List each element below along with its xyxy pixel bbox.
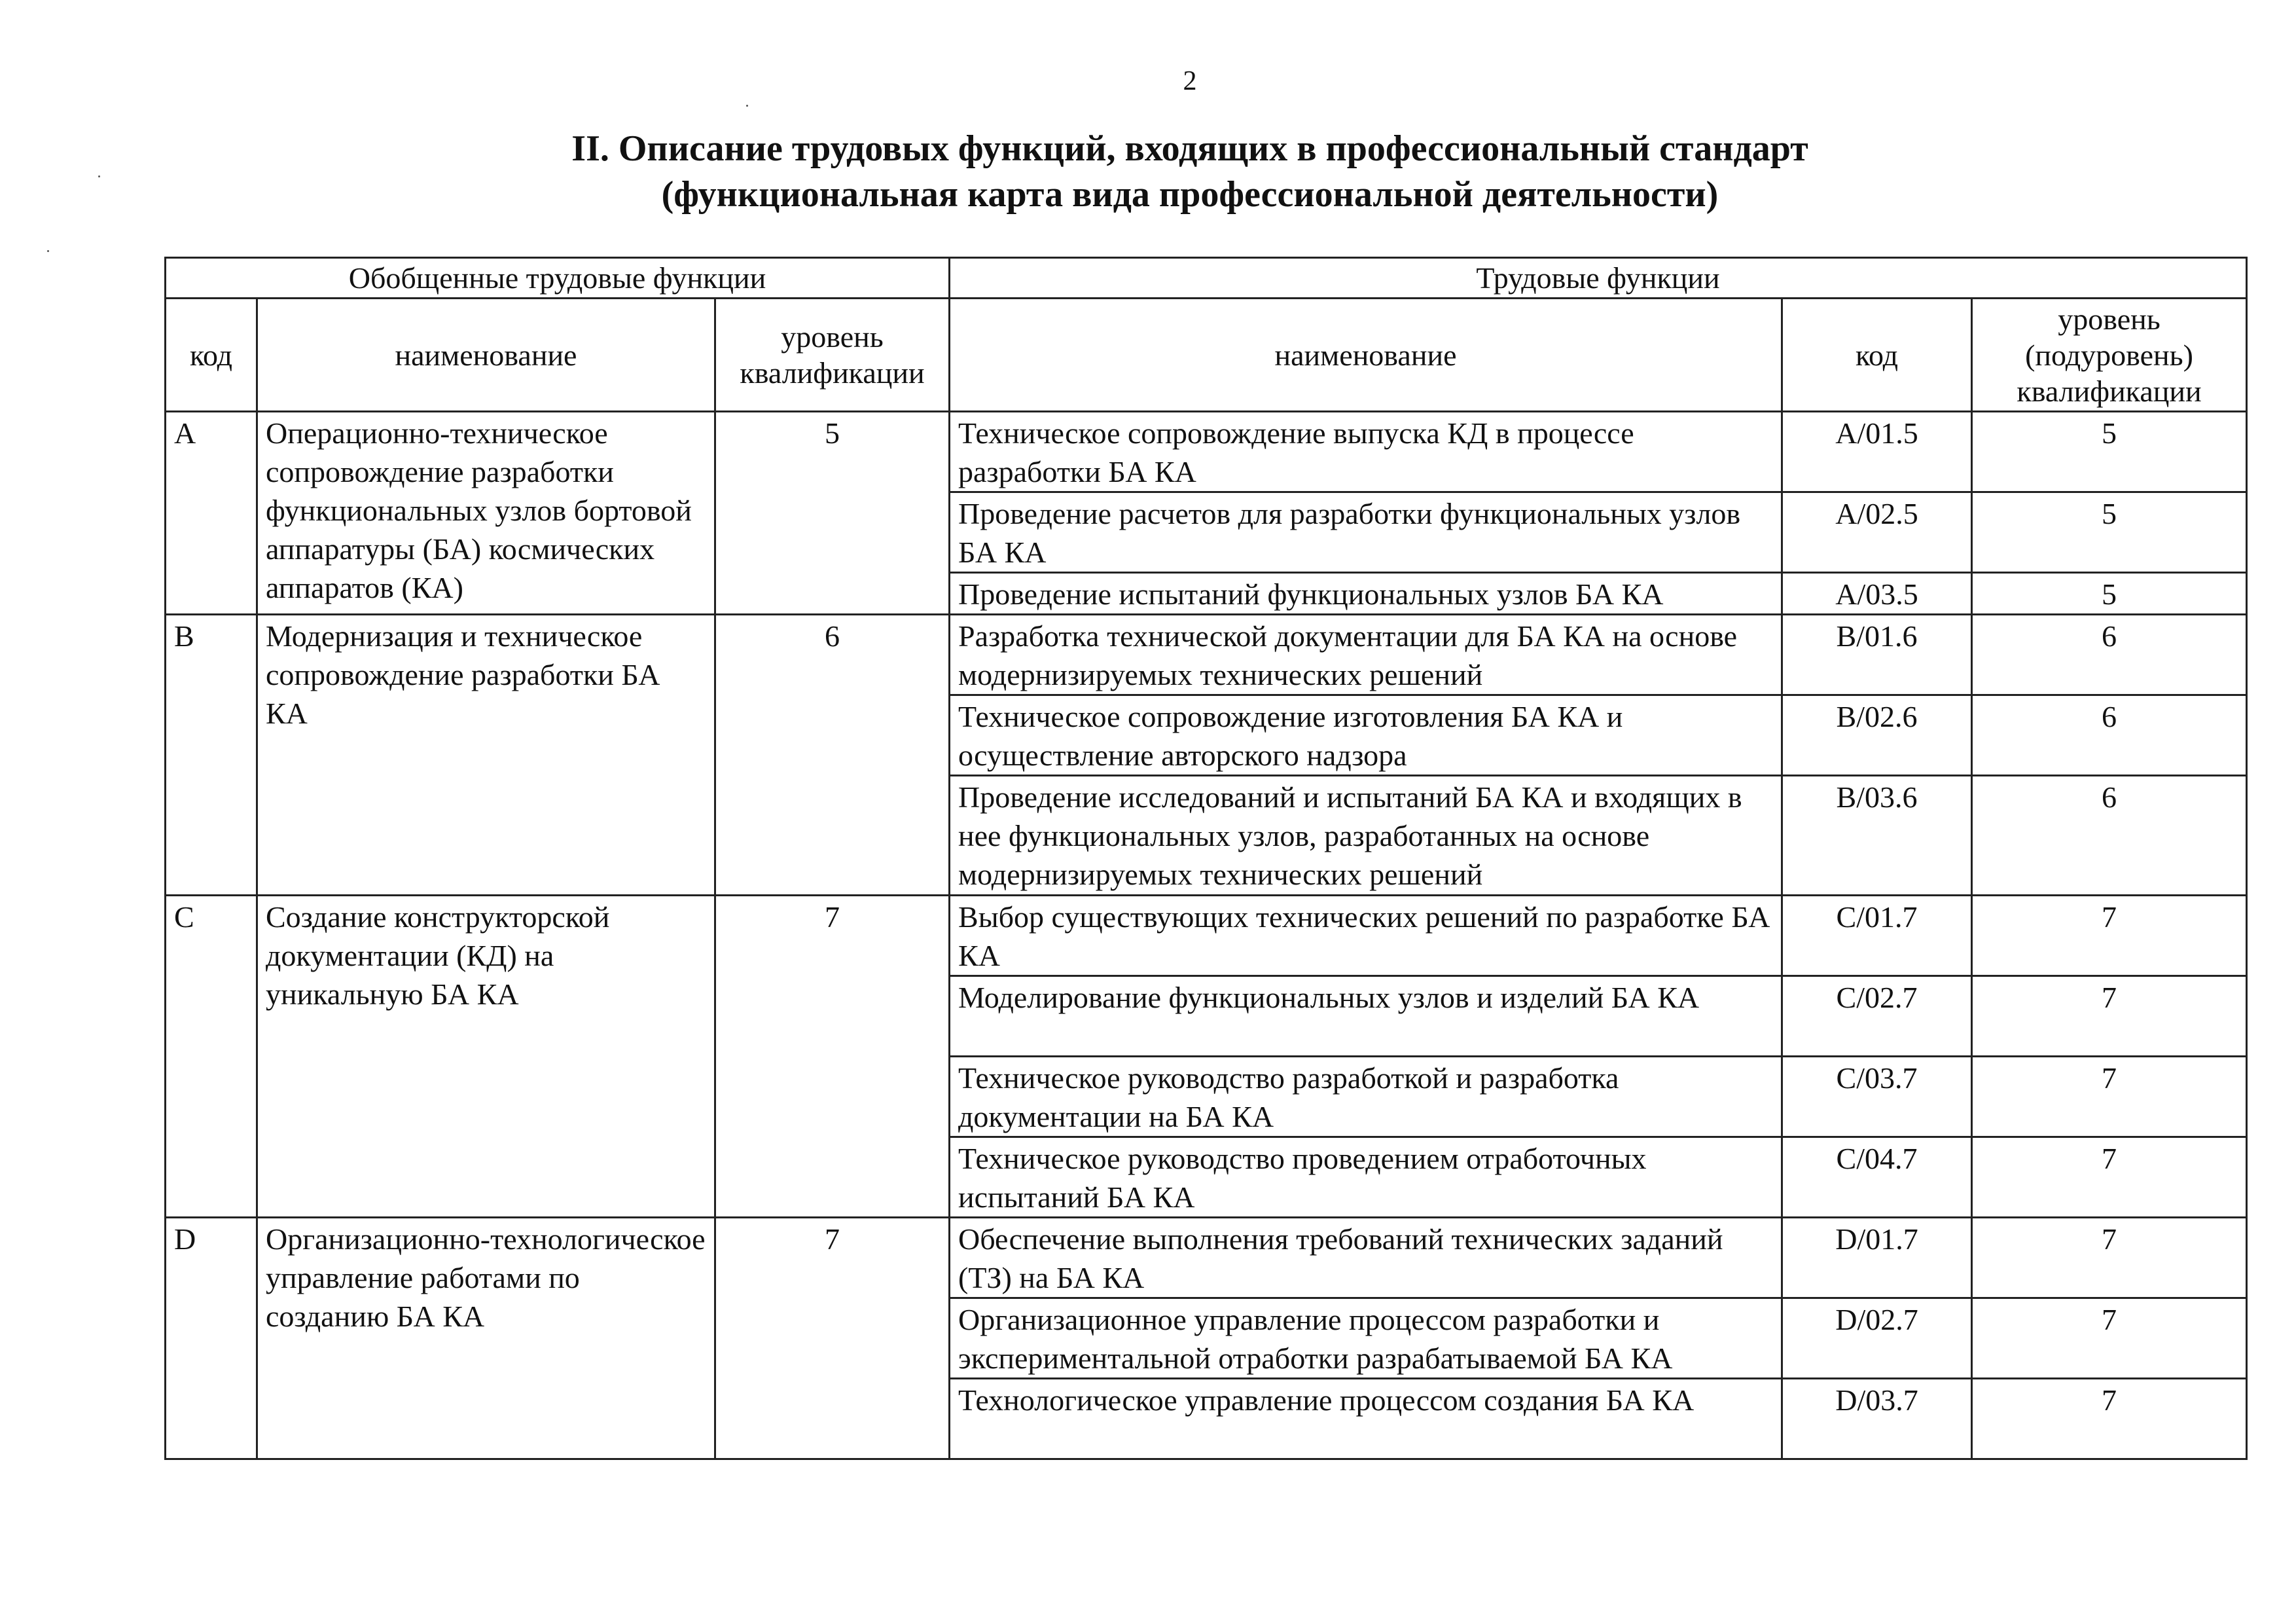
scan-speck	[746, 105, 748, 107]
fn-level-cell: 7	[1972, 976, 2247, 1057]
gen-code-cell: B	[166, 615, 257, 896]
page-number: 2	[1183, 66, 1197, 96]
table-row	[166, 896, 2247, 976]
header-gen-level: уровень квалификации	[715, 299, 950, 412]
fn-level-cell: 7	[1972, 1057, 2247, 1137]
fn-code-cell: C/03.7	[1782, 1057, 1972, 1137]
fn-name-cell: Технологическое управление процессом создания БА КА	[950, 1379, 1782, 1459]
fn-name-cell: Разработка технической документации для БА КА на основе модернизируемых технических решений	[950, 615, 1782, 695]
fn-code-cell: D/02.7	[1782, 1298, 1972, 1379]
fn-name-cell: Обеспечение выполнения требований технических заданий (ТЗ) на БА КА	[950, 1218, 1782, 1298]
header-fn-level: уровень (подуровень) квалификации	[1972, 299, 2247, 412]
fn-code-cell: D/03.7	[1782, 1379, 1972, 1459]
gen-code-cell: D	[166, 1218, 257, 1459]
fn-code-cell: C/02.7	[1782, 976, 1972, 1057]
fn-level-cell: 6	[1972, 776, 2247, 896]
fn-code-cell: B/01.6	[1782, 615, 1972, 695]
fn-name-cell: Проведение испытаний функциональных узлов БА КА	[950, 573, 1782, 615]
gen-name-cell: Создание конструкторской документации (КД) на уникальную БА КА	[257, 896, 715, 1218]
fn-level-cell: 6	[1972, 615, 2247, 695]
fn-name-cell: Техническое сопровождение изготовления БА КА и осуществление авторского надзора	[950, 695, 1782, 776]
gen-name-cell: Организационно-технологическое управление работами по созданию БА КА	[257, 1218, 715, 1459]
section-title	[0, 126, 2296, 217]
fn-level-cell: 6	[1972, 695, 2247, 776]
fn-code-cell: C/04.7	[1782, 1137, 1972, 1218]
fn-level-cell: 5	[1972, 492, 2247, 573]
section-title-line-2: (функциональная карта вида профессиональной деятельности)	[661, 174, 1719, 215]
fn-name-cell: Выбор существующих технических решений по разработке БА КА	[950, 896, 1782, 976]
fn-name-cell: Техническое руководство проведением отработочных испытаний БА КА	[950, 1137, 1782, 1218]
fn-code-cell: A/01.5	[1782, 412, 1972, 492]
header-labor-functions: Трудовые функции	[950, 258, 2247, 299]
fn-name-cell: Проведение исследований и испытаний БА КА и входящих в нее функциональных узлов, разработанных на основе модернизируемых технических решений	[950, 776, 1782, 896]
fn-code-cell: B/03.6	[1782, 776, 1972, 896]
fn-name-cell: Техническое руководство разработкой и разработка документации на БА КА	[950, 1057, 1782, 1137]
table-row	[166, 1218, 2247, 1298]
fn-level-cell: 7	[1972, 1218, 2247, 1298]
fn-code-cell: C/01.7	[1782, 896, 1972, 976]
header-generalized-functions: Обобщенные трудовые функции	[166, 258, 950, 299]
fn-name-cell: Моделирование функциональных узлов и изделий БА КА	[950, 976, 1782, 1057]
fn-level-cell: 7	[1972, 1298, 2247, 1379]
table-row	[166, 615, 2247, 695]
fn-level-cell: 7	[1972, 1137, 2247, 1218]
header-fn-code: код	[1782, 299, 1972, 412]
fn-code-cell: B/02.6	[1782, 695, 1972, 776]
gen-name-cell: Модернизация и техническое сопровождение разработки БА КА	[257, 615, 715, 896]
gen-name-cell: Операционно-техническое сопровождение разработки функциональных узлов бортовой аппаратуры (БА) космических аппаратов (КА)	[257, 412, 715, 615]
fn-level-cell: 7	[1972, 1379, 2247, 1459]
fn-name-cell: Проведение расчетов для разработки функциональных узлов БА КА	[950, 492, 1782, 573]
scan-speck	[47, 250, 49, 252]
header-gen-code: код	[166, 299, 257, 412]
header-gen-name: наименование	[257, 299, 715, 412]
gen-level-cell: 7	[715, 896, 950, 1218]
scan-speck	[98, 175, 100, 177]
functional-map-table	[164, 257, 2248, 1460]
fn-level-cell: 5	[1972, 412, 2247, 492]
fn-code-cell: D/01.7	[1782, 1218, 1972, 1298]
gen-level-cell: 5	[715, 412, 950, 615]
fn-name-cell: Техническое сопровождение выпуска КД в процессе разработки БА КА	[950, 412, 1782, 492]
fn-level-cell: 7	[1972, 896, 2247, 976]
gen-level-cell: 6	[715, 615, 950, 896]
fn-level-cell: 5	[1972, 573, 2247, 615]
fn-name-cell: Организационное управление процессом разработки и экспериментальной отработки разрабатываемой БА КА	[950, 1298, 1782, 1379]
gen-code-cell: C	[166, 896, 257, 1218]
gen-code-cell: A	[166, 412, 257, 615]
fn-code-cell: A/02.5	[1782, 492, 1972, 573]
header-fn-name: наименование	[950, 299, 1782, 412]
table-row	[166, 412, 2247, 492]
section-title-line-1: II. Описание трудовых функций, входящих в профессиональный стандарт	[571, 128, 1808, 169]
gen-level-cell: 7	[715, 1218, 950, 1459]
fn-code-cell: A/03.5	[1782, 573, 1972, 615]
